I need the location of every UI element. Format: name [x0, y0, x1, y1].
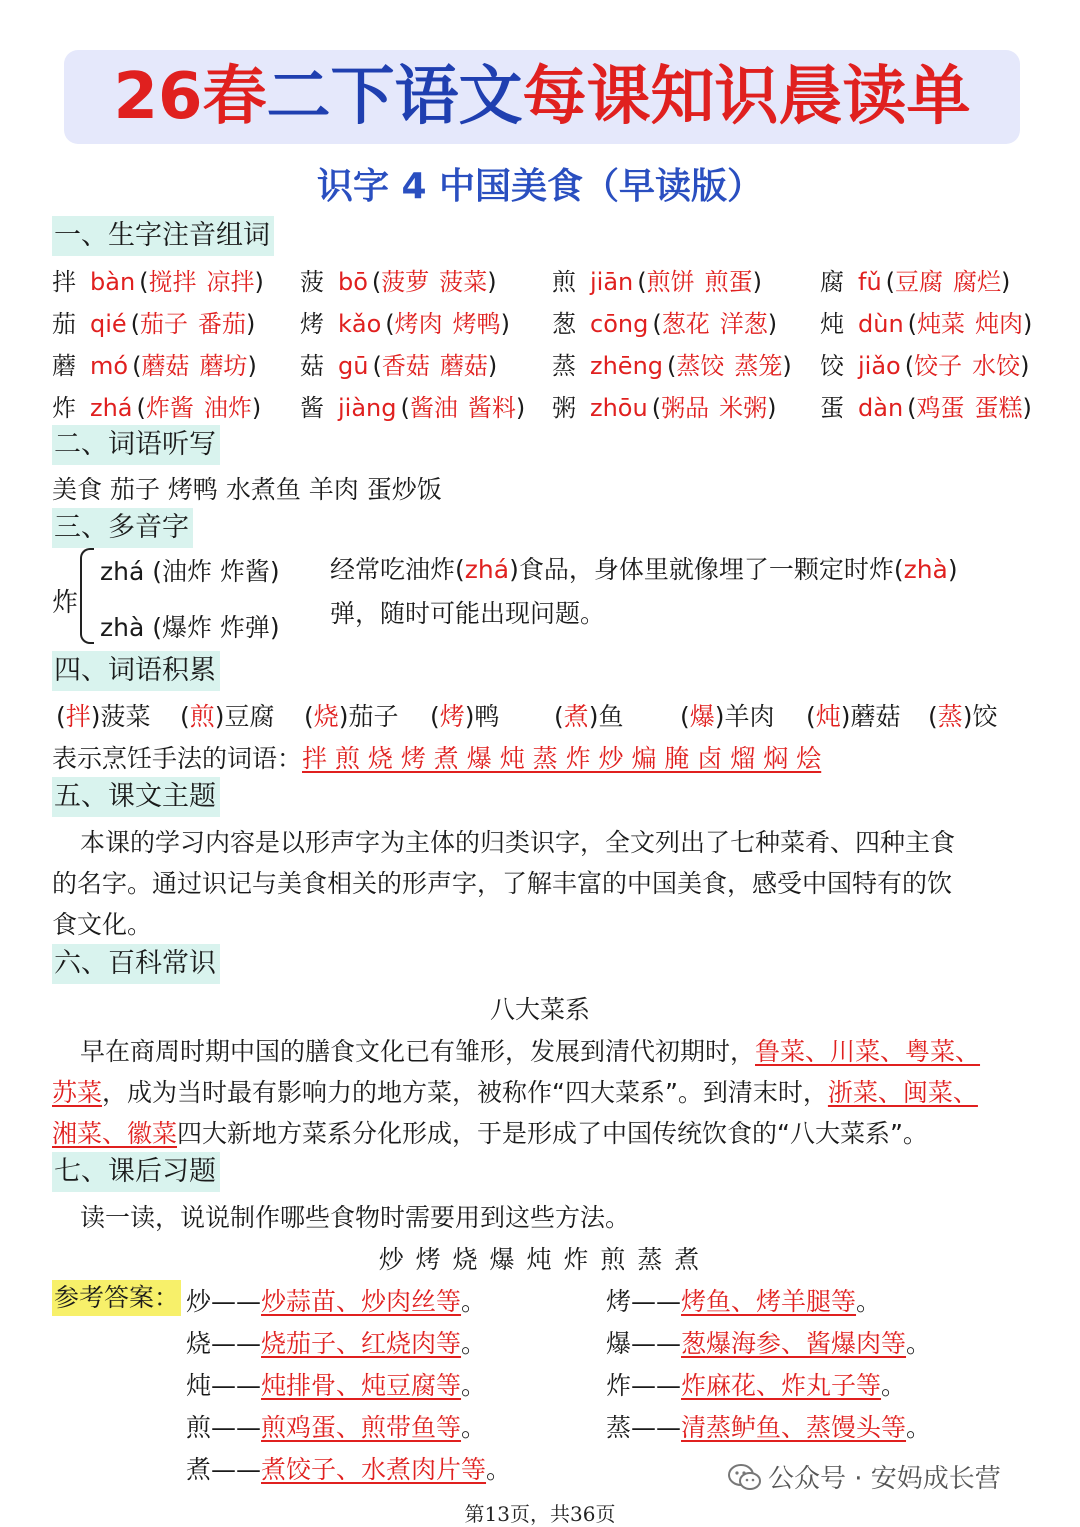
char-pinyin: bàn — [90, 268, 136, 296]
wiki-highlight-4: 湘菜、徽菜 — [52, 1119, 178, 1148]
char-entry: 菠 bō (菠萝 菠菜) — [300, 268, 497, 296]
char-entry: 酱 jiàng (酱油 酱料) — [300, 394, 526, 422]
polyphone-char: 炸 — [52, 588, 79, 618]
char-entry: 炸 zhá (炸酱 油炸) — [52, 394, 262, 422]
char-glyph: 蛋 — [820, 394, 844, 422]
answer-item: 蒸——清蒸鲈鱼、蒸馒头等。 — [606, 1413, 932, 1442]
accum-noun: 鸭 — [474, 702, 500, 731]
accum-noun: 茄子 — [348, 702, 399, 731]
polyphone-reading-1: zhá (油炸 炸酱) — [100, 557, 280, 586]
char-entry: 葱 cōng (葱花 洋葱) — [552, 310, 778, 338]
accum-item: (烧)茄子 — [304, 702, 399, 731]
char-pinyin: dùn — [858, 310, 904, 338]
char-word-1: 豆腐 — [895, 268, 944, 296]
char-pinyin: bō — [338, 268, 368, 296]
char-word-1: 烤肉 — [394, 310, 443, 338]
answer-text: 烧茄子、红烧肉等 — [261, 1329, 462, 1358]
answer-item: 炖——炖排骨、炖豆腐等。 — [186, 1371, 487, 1400]
accum-verb: 烧 — [313, 702, 339, 731]
char-word-2: 烤鸭 — [452, 310, 501, 338]
char-glyph: 葱 — [552, 310, 576, 338]
char-pinyin: fǔ — [858, 268, 882, 296]
char-entry: 烤 kǎo (烤肉 烤鸭) — [300, 310, 511, 338]
char-word-1: 煎饼 — [646, 268, 695, 296]
answer-method: 炒 — [186, 1287, 212, 1316]
answer-text: 炸麻花、炸丸子等 — [681, 1371, 882, 1400]
section-heading-4: 四、词语积累 — [52, 651, 220, 691]
accum-item: (拌)菠菜 — [56, 702, 151, 731]
char-glyph: 菠 — [300, 268, 324, 296]
char-entry: 粥 zhōu (粥品 米粥) — [552, 394, 777, 422]
theme-line-1: 本课的学习内容是以形声字为主体的归类识字，全文列出了七种菜肴、四种主食 — [80, 828, 956, 857]
answer-method: 炖 — [186, 1371, 212, 1400]
accum-noun: 蘑菇 — [850, 702, 901, 731]
accum-noun: 饺 — [972, 702, 998, 731]
wiki-line-3: 湘菜、徽菜四大新地方菜系分化形成，于是形成了中国传统饮食的“八大菜系”。 — [52, 1119, 928, 1148]
char-glyph: 腐 — [820, 268, 844, 296]
char-entry: 饺 jiǎo (饺子 水饺) — [820, 352, 1030, 380]
answer-label: 参考答案： — [52, 1280, 181, 1316]
accum-item: (炖)蘑菇 — [806, 702, 901, 731]
char-word-2: 蘑坊 — [199, 352, 248, 380]
accum-verb: 爆 — [689, 702, 715, 731]
char-glyph: 酱 — [300, 394, 324, 422]
char-word-1: 香菇 — [381, 352, 430, 380]
char-pinyin: cōng — [590, 310, 649, 338]
wiki-highlight-1: 鲁菜、川菜、粤菜、 — [755, 1037, 981, 1066]
accum-verb: 烤 — [439, 702, 465, 731]
char-word-2: 油炸 — [203, 394, 252, 422]
answer-text: 炒蒜苗、炒肉丝等 — [261, 1287, 462, 1316]
banner-title — [64, 50, 1020, 144]
char-word-1: 鸡蛋 — [916, 394, 965, 422]
char-pinyin: jiān — [590, 268, 634, 296]
wiki-highlight-2: 苏菜 — [52, 1078, 103, 1107]
lesson-subtitle: 识字 4 中国美食（早读版） — [316, 166, 764, 207]
accum-verb: 拌 — [65, 702, 91, 731]
accum-noun: 鱼 — [598, 702, 624, 731]
char-word-1: 葱花 — [661, 310, 710, 338]
theme-line-3: 食文化。 — [52, 910, 153, 939]
char-entry: 菇 gū (香菇 蘑菇) — [300, 352, 498, 380]
char-entry: 拌 bàn (搅拌 凉拌) — [52, 268, 264, 296]
section-heading-3: 三、多音字 — [52, 508, 193, 548]
char-word-1: 搅拌 — [148, 268, 197, 296]
section-heading-2: 二、词语听写 — [52, 425, 220, 465]
char-word-1: 蒸饺 — [676, 352, 725, 380]
accum-verb: 炖 — [815, 702, 841, 731]
accum-noun: 菠菜 — [100, 702, 151, 731]
char-pinyin: dàn — [858, 394, 904, 422]
polyphone-answer-1: zhá — [464, 555, 510, 584]
answer-item: 煎——煎鸡蛋、煎带鱼等。 — [186, 1413, 487, 1442]
answer-method: 烧 — [186, 1329, 212, 1358]
char-word-1: 饺子 — [914, 352, 963, 380]
char-word-2: 酱料 — [467, 394, 516, 422]
char-pinyin: gū — [338, 352, 369, 380]
char-entry: 煎 jiān (煎饼 煎蛋) — [552, 268, 763, 296]
char-word-2: 菠菜 — [439, 268, 488, 296]
char-word-2: 凉拌 — [206, 268, 255, 296]
accum-verb: 煮 — [563, 702, 589, 731]
wiki-title: 八大菜系 — [489, 995, 590, 1024]
answer-item: 炸——炸麻花、炸丸子等。 — [606, 1371, 907, 1400]
cooking-methods-line — [52, 739, 821, 775]
char-glyph: 饺 — [820, 352, 844, 380]
char-word-2: 炖肉 — [975, 310, 1024, 338]
wechat-icon — [728, 1464, 762, 1492]
answer-text: 葱爆海参、酱爆肉等 — [681, 1329, 907, 1358]
char-pinyin: qié — [90, 310, 127, 338]
char-glyph: 菇 — [300, 352, 324, 380]
dictation-words: 美食 茄子 烤鸭 水煮鱼 羊肉 蛋炒饭 — [52, 475, 442, 504]
char-entry: 炖 dùn (炖菜 炖肉) — [820, 310, 1033, 338]
accum-item: (煮)鱼 — [554, 702, 624, 731]
polyphone-sentence-line1: 经常吃油炸(zhá)食品，身体里就像埋了一颗定时炸(zhà) — [330, 555, 958, 584]
char-pinyin: mó — [90, 352, 129, 380]
char-glyph: 蘑 — [52, 352, 76, 380]
polyphone-reading-2: zhà (爆炸 炸弹) — [100, 613, 280, 642]
answer-text: 煮饺子、水煮肉片等 — [261, 1455, 487, 1484]
char-word-1: 蘑菇 — [141, 352, 190, 380]
char-word-2: 煎蛋 — [704, 268, 753, 296]
brace-shape — [80, 548, 94, 644]
answer-text: 清蒸鲈鱼、蒸馒头等 — [681, 1413, 907, 1442]
watermark-text: 公众号 · 安妈成长营 — [768, 1464, 1001, 1494]
char-glyph: 粥 — [552, 394, 576, 422]
char-entry: 腐 fǔ (豆腐 腐烂) — [820, 268, 1011, 296]
accum-item: (爆)羊肉 — [680, 702, 775, 731]
answer-method: 煮 — [186, 1455, 212, 1484]
section-heading-5: 五、课文主题 — [52, 777, 220, 817]
char-word-2: 蛋糕 — [974, 394, 1023, 422]
wiki-line-2: 苏菜，成为当时最有影响力的地方菜，被称作“四大菜系”。到清末时，浙菜、闽菜、 — [52, 1078, 978, 1107]
answer-text: 炖排骨、炖豆腐等 — [261, 1371, 462, 1400]
wiki-line-1: 早在商周时期中国的膳食文化已有雏形，发展到清代初期时，鲁菜、川菜、粤菜、 — [80, 1037, 981, 1066]
char-entry: 蛋 dàn (鸡蛋 蛋糕) — [820, 394, 1032, 422]
char-word-2: 番茄 — [198, 310, 247, 338]
answer-method: 炸 — [606, 1371, 632, 1400]
answer-item: 烤——烤鱼、烤羊腿等。 — [606, 1287, 882, 1316]
char-word-1: 炸酱 — [145, 394, 194, 422]
char-word-2: 洋葱 — [719, 310, 768, 338]
char-word-2: 米粥 — [719, 394, 768, 422]
char-glyph: 煎 — [552, 268, 576, 296]
answer-method: 煎 — [186, 1413, 212, 1442]
char-pinyin: jiǎo — [858, 352, 901, 380]
char-entry: 蒸 zhēng (蒸饺 蒸笼) — [552, 352, 792, 380]
char-word-2: 蒸笼 — [734, 352, 783, 380]
char-word-1: 菠萝 — [381, 268, 430, 296]
accum-item: (煎)豆腐 — [180, 702, 275, 731]
accum-item: (烤)鸭 — [430, 702, 500, 731]
answer-method: 爆 — [606, 1329, 632, 1358]
accum-verb: 煎 — [189, 702, 215, 731]
cooking-methods-list: 拌 煎 烧 烤 煮 爆 炖 蒸 炸 炒 煸 腌 卤 熘 焖 烩 — [302, 744, 822, 773]
answer-item: 烧——烧茄子、红烧肉等。 — [186, 1329, 487, 1358]
answer-item: 爆——葱爆海参、酱爆肉等。 — [606, 1329, 932, 1358]
cooking-methods-label: 表示烹饪手法的词语： — [52, 744, 303, 773]
char-pinyin: zhá — [90, 394, 133, 422]
char-pinyin: jiàng — [338, 394, 397, 422]
answer-text: 烤鱼、烤羊腿等 — [681, 1287, 857, 1316]
char-glyph: 茄 — [52, 310, 76, 338]
char-word-1: 粥品 — [661, 394, 710, 422]
char-word-1: 炖菜 — [917, 310, 966, 338]
section-heading-1: 一、生字注音组词 — [52, 216, 274, 256]
answer-method: 烤 — [606, 1287, 632, 1316]
char-pinyin: kǎo — [338, 310, 382, 338]
char-word-2: 蘑菇 — [439, 352, 488, 380]
accum-noun: 羊肉 — [724, 702, 775, 731]
char-pinyin: zhēng — [590, 352, 664, 380]
accum-noun: 豆腐 — [224, 702, 275, 731]
exercise-methods: 炒 烤 烧 爆 炖 炸 煎 蒸 煮 — [378, 1245, 702, 1274]
page-footer: 第13页，共36页 — [464, 1502, 616, 1526]
wiki-highlight-3: 浙菜、闽菜、 — [827, 1078, 978, 1107]
exercise-prompt: 读一读，说说制作哪些食物时需要用到这些方法。 — [80, 1203, 631, 1232]
accum-verb: 蒸 — [937, 702, 963, 731]
char-pinyin: zhōu — [590, 394, 648, 422]
section-heading-7: 七、课后习题 — [52, 1152, 220, 1192]
polyphone-answer-2: zhà — [903, 555, 948, 584]
banner-part2: 二下语文 — [266, 60, 523, 134]
char-glyph: 拌 — [52, 268, 76, 296]
answer-item: 炒——炒蒜苗、炒肉丝等。 — [186, 1287, 487, 1316]
char-glyph: 炸 — [52, 394, 76, 422]
char-word-1: 酱油 — [409, 394, 458, 422]
banner-part1: 26春 — [113, 60, 267, 134]
char-word-1: 茄子 — [140, 310, 189, 338]
char-entry: 蘑 mó (蘑菇 蘑坊) — [52, 352, 257, 380]
char-entry: 茄 qié (茄子 番茄) — [52, 310, 256, 338]
char-glyph: 烤 — [300, 310, 324, 338]
answer-method: 蒸 — [606, 1413, 632, 1442]
theme-line-2: 的名字。通过识记与美食相关的形声字，了解丰富的中国美食，感受中国特有的饮 — [52, 869, 953, 898]
section-heading-6: 六、百科常识 — [52, 944, 220, 984]
watermark — [728, 1458, 1001, 1495]
char-glyph: 炖 — [820, 310, 844, 338]
char-word-2: 腐烂 — [953, 268, 1002, 296]
banner-part3: 每课知识晨读单 — [522, 60, 971, 134]
polyphone-sentence-line2: 弹，随时可能出现问题。 — [330, 599, 606, 628]
answer-text: 煎鸡蛋、煎带鱼等 — [261, 1413, 462, 1442]
accum-item: (蒸)饺 — [928, 702, 998, 731]
answer-item: 煮——煮饺子、水煮肉片等。 — [186, 1455, 512, 1484]
char-glyph: 蒸 — [552, 352, 576, 380]
char-word-2: 水饺 — [972, 352, 1021, 380]
